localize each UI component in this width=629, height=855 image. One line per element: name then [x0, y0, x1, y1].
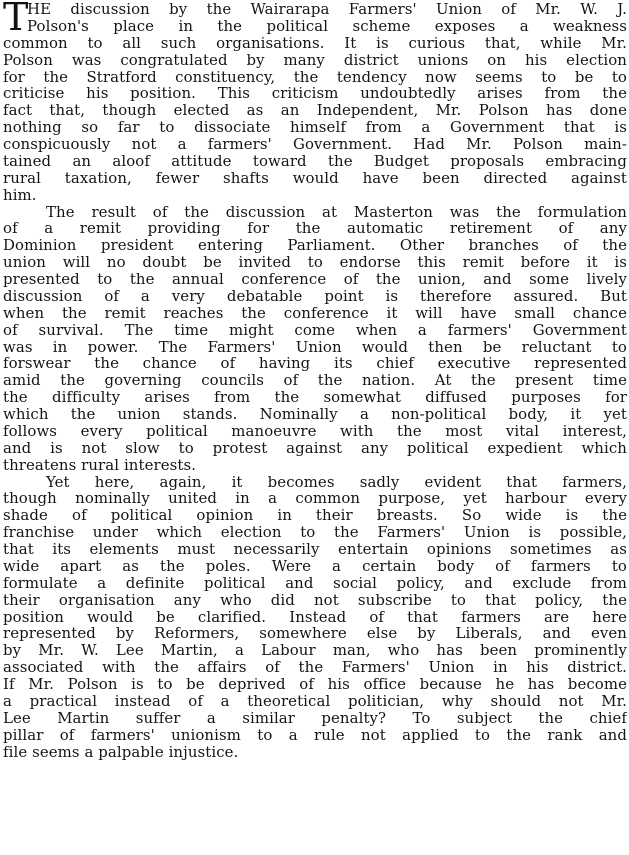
drop-cap-letter: T	[3, 0, 29, 39]
text-line: Lee Martin suffer a similar penalty? To subject the chief	[3, 709, 627, 727]
text-line: position would be clarified. Instead of that farmers are here	[3, 608, 627, 626]
text-line: franchise under which election to the Farmers' Union is possible,	[3, 524, 627, 541]
text-line: pillar of farmers' unionism to a rule not applied to the rank and	[3, 726, 627, 744]
text-line: criticise his position. This criticism undoubtedly arises from the	[3, 85, 627, 103]
text-line: that its elements must necessarily entertain opinions sometimes as	[3, 541, 627, 558]
text-line: If Mr. Polson is to be deprived of his office because he has become	[3, 676, 627, 693]
text-line: Dominion president entering Parliament. Other branches of the	[3, 237, 627, 255]
text-line: presented to the annual conference of the union, and some lively	[3, 271, 627, 288]
text-line: shade of political opinion in their breasts. So wide is the	[3, 507, 627, 525]
article-body	[3, 1, 627, 760]
text-line: threatens rural interests.	[3, 456, 197, 474]
text-line: though nominally united in a common purpose, yet harbour every	[3, 490, 627, 508]
text-line: him.	[3, 186, 37, 204]
text-line: fact that, though elected as an Independent, Mr. Polson has done	[3, 102, 627, 120]
text-line: and is not slow to protest against any political expedient which	[3, 439, 627, 457]
text-line: when the remit reaches the conference it will have small chance	[3, 304, 627, 322]
article-paragraph-1	[3, 1, 627, 204]
article-paragraph-2	[3, 204, 627, 474]
article-paragraph-3	[3, 474, 627, 761]
text-line: discussion of a very debatable point is therefore assured. But	[3, 287, 627, 305]
text-line: conspicuously not a farmers' Government. Had Mr. Polson main-	[3, 136, 627, 153]
text-line: tained an aloof attitude toward the Budget proposals embracing	[3, 152, 627, 170]
text-line: their organisation any who did not subscribe to that policy, the	[3, 591, 627, 609]
text-line: associated with the affairs of the Farmers' Union in his district.	[3, 659, 627, 676]
text-line: which the union stands. Nominally a non-political body, it yet	[3, 406, 627, 423]
text-line: formulate a definite political and social policy, and exclude from	[3, 574, 627, 592]
text-line: Polson's place in the political scheme exposes a weakness	[27, 17, 627, 35]
text-line: amid the governing councils of the nation. At the present time	[3, 372, 627, 390]
text-line: follows every political manoeuvre with the most vital interest,	[3, 422, 627, 440]
text-line: of a remit providing for the automatic retirement of any	[3, 220, 627, 238]
text-line: HE discussion by the Wairarapa Farmers' Union of Mr. W. J.	[27, 1, 627, 18]
text-line: nothing so far to dissociate himself from a Government that is	[3, 119, 627, 136]
text-line: represented by Reformers, somewhere else by Liberals, and even	[3, 625, 627, 643]
text-line: a practical instead of a theoretical politician, why should not Mr.	[3, 692, 627, 710]
text-line: common to all such organisations. It is curious that, while Mr.	[3, 34, 627, 52]
text-line: rural taxation, fewer shafts would have been directed against	[3, 169, 627, 187]
text-line: The result of the discussion at Masterton was the formulation	[46, 203, 627, 221]
text-line: Polson was congratulated by many district unions on his election	[3, 51, 627, 69]
text-line: by Mr. W. Lee Martin, a Labour man, who has been prominently	[3, 642, 627, 660]
text-line: wide apart as the poles. Were a certain body of farmers to	[3, 557, 627, 575]
text-line: Yet here, again, it becomes sadly evident that farmers,	[46, 473, 627, 491]
text-line: of survival. The time might come when a farmers' Government	[3, 321, 627, 339]
text-line: file seems a palpable injustice.	[3, 743, 239, 761]
text-line: union will no doubt be invited to endorse this remit before it is	[3, 254, 627, 271]
text-line: the difficulty arises from the somewhat diffused purposes for	[3, 389, 627, 406]
text-line: was in power. The Farmers' Union would then be reluctant to	[3, 338, 627, 356]
text-line: forswear the chance of having its chief executive represented	[3, 355, 627, 373]
text-line: for the Stratford constituency, the tendency now seems to be to	[3, 68, 627, 86]
